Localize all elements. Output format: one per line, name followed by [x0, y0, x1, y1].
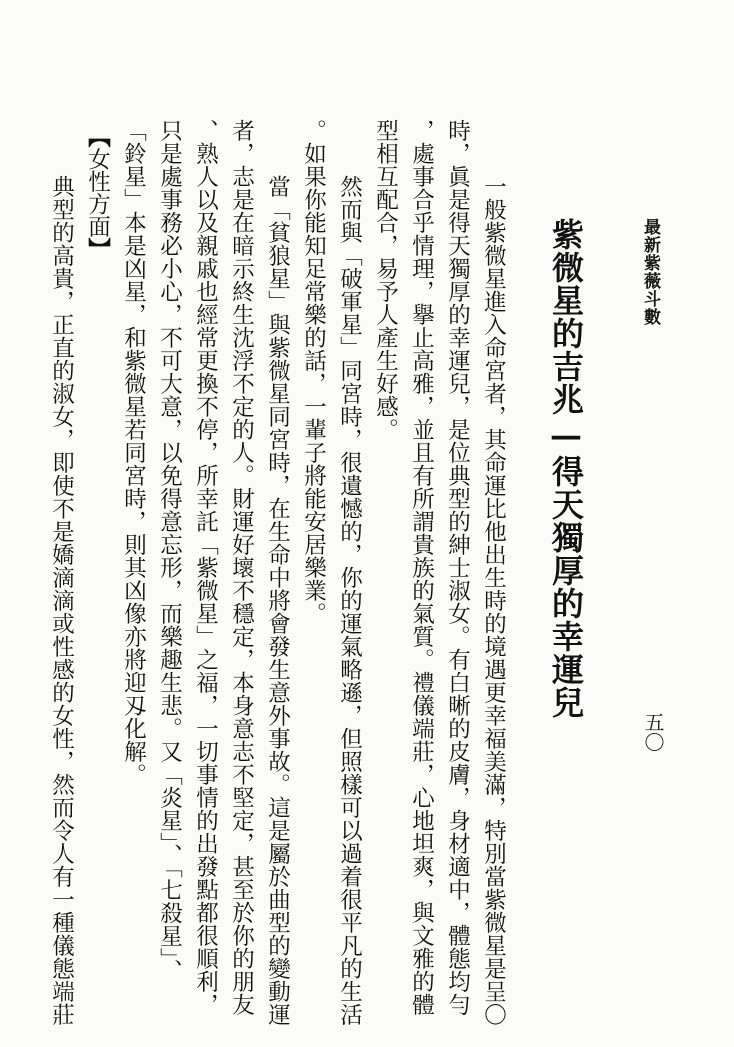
body-column-4: 型相互配合，易予人產生好感。	[372, 119, 399, 441]
section-heading-text: 女性方面	[84, 147, 111, 238]
body-column-10: 只是處事務必小心，不可大意，以免得意忘形，而樂趣生悲。又「炎星」、「七殺星」、	[156, 119, 183, 983]
section-heading	[86, 125, 109, 260]
body-column-2: 時，眞是得天獨厚的幸運兒，是位典型的紳士淑女。有白晰的皮膚，身材適中，體態均勻	[444, 119, 471, 1016]
page-number: 五〇	[641, 712, 665, 752]
section-heading-open-bracket: 【	[84, 125, 111, 148]
article-title: 紫微星的吉兆—得天獨厚的幸運兒	[547, 218, 585, 719]
body-column-11: 「鈴星」本是凶星，和紫微星若同宮時，則其凶像亦將迎刄化解。	[120, 119, 147, 786]
body-column-7: 當「貧狼星」與紫微星同宮時，在生命中將會發生意外事故。這是屬於曲型的變動運	[264, 175, 291, 1026]
body-column-3: ，處事合乎情理，擧止高雅，並且有所謂貴族的氣質。禮儀端莊，心地坦爽，與文雅的體	[408, 119, 435, 1016]
body-column-1: 一般紫微星進入命宮者，其命運比他出生時的境遇更幸福美滿，特別當紫微星是呈〇	[480, 175, 507, 1026]
section-heading-close-bracket: 】	[84, 237, 111, 260]
body-column-6: 。如果你能知足常樂的話，一輩子將能安居樂業。	[300, 119, 327, 625]
body-column-5: 然而與「破軍星」同宮時，很遺憾的，你的運氣略遜，但照樣可以過着很平凡的生活	[336, 175, 363, 1026]
body-column-9: 、熟人以及親戚也經常更換不停，所幸託「紫微星」之福，一切事情的出發點都很順利，	[192, 119, 219, 1016]
running-header: 最新紫薇斗數	[640, 218, 660, 326]
section-body-column-1: 典型的高貴，正直的淑女，即使不是嬌滴滴或性感的女性，然而令人有一種儀態端莊	[48, 175, 75, 1026]
body-column-8: 者，志是在暗示終生沈浮不定的人。財運好壞不穩定，本身意志不堅定，甚至於你的朋友	[228, 119, 255, 1016]
